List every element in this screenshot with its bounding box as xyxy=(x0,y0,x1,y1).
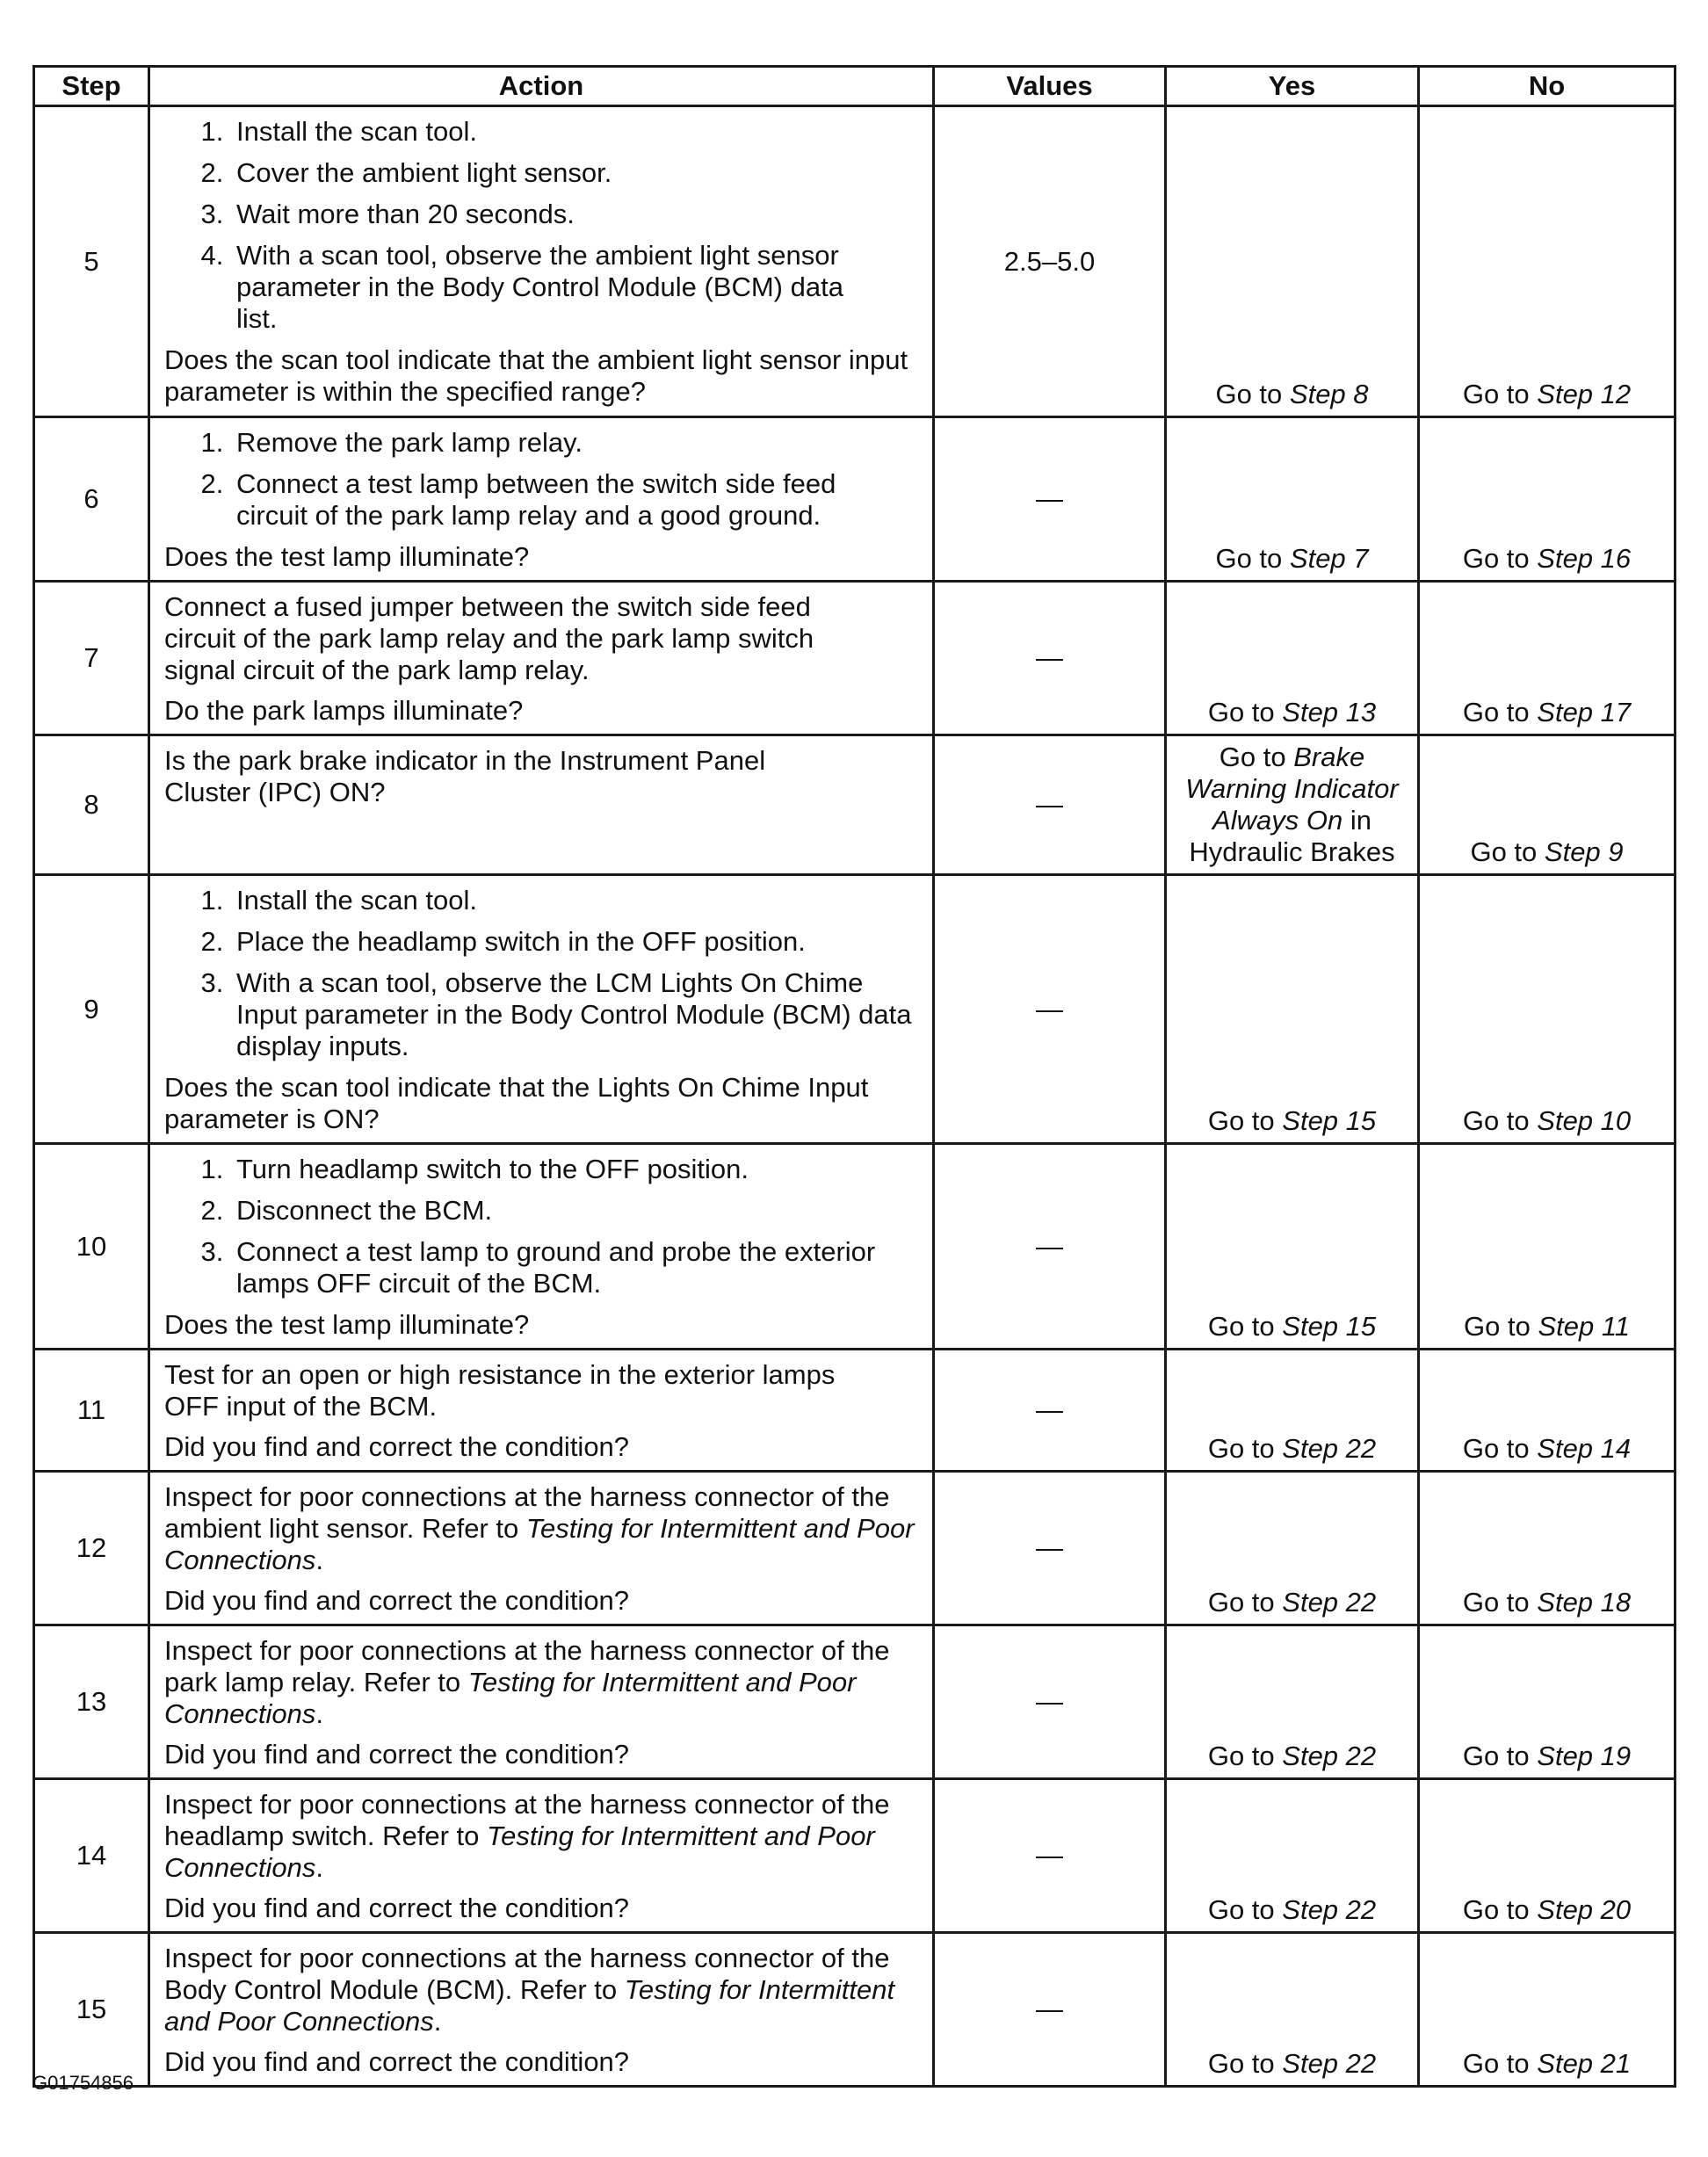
no-cell xyxy=(1419,875,1675,1144)
table-row xyxy=(34,106,1675,417)
table-row xyxy=(34,582,1675,735)
yes-in-text: in xyxy=(1350,805,1371,836)
action-cell xyxy=(149,1472,934,1625)
no-cell xyxy=(1419,1933,1675,2087)
table-row xyxy=(34,1625,1675,1779)
go-to-text: Go to xyxy=(1462,543,1530,574)
step-number: 10 xyxy=(34,1144,149,1350)
action-question: Does the scan tool indicate that the Lights On Chime Input parameter is ON? xyxy=(164,1072,869,1134)
action-text: Inspect for poor connections at the harness connector of the ambient light sensor. Refer to Testing for Intermittent and Poor Connections. xyxy=(164,1481,915,1575)
go-to-text: Go to xyxy=(1463,1311,1531,1342)
go-to-text: Go to xyxy=(1462,379,1530,409)
no-target: Step 11 xyxy=(1538,1311,1631,1342)
value-cell: — xyxy=(934,1933,1166,2087)
header-values: Values xyxy=(934,67,1166,106)
go-to-text: Go to xyxy=(1207,697,1275,727)
yes-target: Step 22 xyxy=(1282,1741,1377,1771)
action-cell xyxy=(149,417,934,582)
no-target: Step 14 xyxy=(1537,1433,1632,1464)
action-item: 1. Install the scan tool. xyxy=(231,885,922,916)
diagnostic-table xyxy=(33,65,1676,2088)
action-question: Do the park lamps illuminate? xyxy=(164,695,524,726)
action-text: Inspect for poor connections at the harness connector of the headlamp switch. Refer to Testing for Intermittent and Poor Connections. xyxy=(164,1789,890,1883)
go-to-text: Go to xyxy=(1207,1894,1275,1925)
action-cell xyxy=(149,1144,934,1350)
header-action: Action xyxy=(149,67,934,106)
action-item: 1. Turn headlamp switch to the OFF position. xyxy=(231,1154,922,1185)
value-cell: — xyxy=(934,1350,1166,1472)
yes-target: Step 22 xyxy=(1282,1587,1377,1618)
action-item: 4. With a scan tool, observe the ambient light sensor parameter in the Body Control Module (BCM) data list. xyxy=(231,240,922,335)
yes-cell xyxy=(1166,1933,1419,2087)
step-number: 5 xyxy=(34,106,149,417)
yes-target: Step 15 xyxy=(1282,1105,1377,1136)
action-item: 2. Connect a test lamp between the switch side feed circuit of the park lamp relay and a good ground. xyxy=(231,468,922,532)
no-cell xyxy=(1419,106,1675,417)
value-cell: — xyxy=(934,582,1166,735)
yes-target: Step 22 xyxy=(1282,2048,1377,2079)
yes-cell xyxy=(1166,1625,1419,1779)
action-cell xyxy=(149,1350,934,1472)
action-cell xyxy=(149,735,934,875)
yes-cell xyxy=(1166,106,1419,417)
no-cell xyxy=(1419,1625,1675,1779)
table-row xyxy=(34,1472,1675,1625)
yes-cell xyxy=(1166,1472,1419,1625)
action-text: Connect a fused jumper between the switch side feed circuit of the park lamp relay and the park lamp switch signal circuit of the park lamp relay. xyxy=(164,591,814,685)
action-text-body: Inspect for poor connections at the harness connector of the park lamp relay. xyxy=(164,1635,890,1697)
action-item: 3. Wait more than 20 seconds. xyxy=(231,199,922,230)
action-text-body: Inspect for poor connections at the harness connector of the ambient light sensor. xyxy=(164,1481,890,1544)
yes-target-suffix: Hydraulic Brakes xyxy=(1189,836,1395,867)
step-number: 6 xyxy=(34,417,149,582)
no-cell xyxy=(1419,1144,1675,1350)
action-list xyxy=(164,427,922,532)
action-text: Is the park brake indicator in the Instrument Panel Cluster (IPC) ON? xyxy=(164,745,766,807)
go-to-text: Go to xyxy=(1219,742,1286,772)
figure-id: G01754856 xyxy=(33,2072,134,2094)
refer-to-text: Refer to xyxy=(363,1667,461,1697)
step-number: 15 xyxy=(34,1933,149,2087)
go-to-text: Go to xyxy=(1462,1105,1530,1136)
table-row xyxy=(34,735,1675,875)
go-to-text: Go to xyxy=(1207,1433,1275,1464)
yes-target: Step 15 xyxy=(1282,1311,1377,1342)
action-cell xyxy=(149,875,934,1144)
go-to-text: Go to xyxy=(1207,2048,1275,2079)
yes-cell xyxy=(1166,875,1419,1144)
no-target: Step 10 xyxy=(1537,1105,1632,1136)
table-row xyxy=(34,1779,1675,1933)
go-to-text: Go to xyxy=(1462,697,1530,727)
go-to-text: Go to xyxy=(1207,1741,1275,1771)
no-target: Step 12 xyxy=(1537,379,1632,409)
yes-cell xyxy=(1166,417,1419,582)
yes-target: Step 22 xyxy=(1282,1433,1377,1464)
action-item: 3. Connect a test lamp to ground and probe the exterior lamps OFF circuit of the BCM. xyxy=(231,1236,922,1299)
no-cell xyxy=(1419,1472,1675,1625)
value-cell: — xyxy=(934,1779,1166,1933)
action-text: Test for an open or high resistance in the exterior lamps OFF input of the BCM. xyxy=(164,1359,836,1422)
no-target: Step 17 xyxy=(1537,697,1632,727)
action-item: 3. With a scan tool, observe the LCM Lights On Chime Input parameter in the Body Control Module (BCM) data display inputs. xyxy=(231,967,922,1062)
yes-target: Brake Warning Indicator Always On xyxy=(1185,742,1399,836)
go-to-text: Go to xyxy=(1462,2048,1530,2079)
reference-link[interactable]: Testing for Intermittent and Poor Connections xyxy=(164,1513,915,1575)
go-to-text: Go to xyxy=(1462,1894,1530,1925)
step-number: 12 xyxy=(34,1472,149,1625)
header-step: Step xyxy=(34,67,149,106)
action-item: 1. Install the scan tool. xyxy=(231,116,922,148)
value-cell: — xyxy=(934,1472,1166,1625)
yes-cell xyxy=(1166,1350,1419,1472)
header-yes: Yes xyxy=(1166,67,1419,106)
yes-cell xyxy=(1166,1144,1419,1350)
step-number: 14 xyxy=(34,1779,149,1933)
action-item: 1. Remove the park lamp relay. xyxy=(231,427,922,459)
refer-to-text: Refer to xyxy=(382,1820,480,1851)
action-cell xyxy=(149,1779,934,1933)
action-question: Does the test lamp illuminate? xyxy=(164,1309,530,1340)
no-cell xyxy=(1419,1350,1675,1472)
header-no: No xyxy=(1419,67,1675,106)
go-to-text: Go to xyxy=(1207,1311,1275,1342)
value-cell: — xyxy=(934,735,1166,875)
no-target: Step 18 xyxy=(1537,1587,1632,1618)
step-number: 11 xyxy=(34,1350,149,1472)
no-target: Step 16 xyxy=(1537,543,1632,574)
action-cell xyxy=(149,582,934,735)
table-row xyxy=(34,875,1675,1144)
yes-cell xyxy=(1166,582,1419,735)
action-list xyxy=(164,885,922,1062)
action-list xyxy=(164,1154,922,1299)
no-cell xyxy=(1419,735,1675,875)
header-row xyxy=(34,67,1675,106)
step-number: 7 xyxy=(34,582,149,735)
action-text: Inspect for poor connections at the harness connector of the Body Control Module (BCM). Refer to Testing for Intermittent and Poor Connections. xyxy=(164,1943,895,2037)
action-text: Inspect for poor connections at the harness connector of the park lamp relay. Refer to Testing for Intermittent and Poor Connections. xyxy=(164,1635,890,1729)
reference-link[interactable]: Testing for Intermittent and Poor Connections xyxy=(164,1820,875,1883)
action-item: 2. Cover the ambient light sensor. xyxy=(231,157,922,189)
refer-to-text: Refer to xyxy=(519,1974,618,2005)
refer-to-text: Refer to xyxy=(421,1513,519,1544)
action-question: Did you find and correct the condition? xyxy=(164,1739,630,1770)
reference-link[interactable]: Testing for Intermittent and Poor Connections xyxy=(164,1974,895,2037)
reference-link[interactable]: Testing for Intermittent and Poor Connections xyxy=(164,1667,857,1729)
action-item: 2. Disconnect the BCM. xyxy=(231,1195,922,1227)
action-cell xyxy=(149,1625,934,1779)
no-target: Step 9 xyxy=(1544,836,1624,867)
value-cell: — xyxy=(934,1144,1166,1350)
no-cell xyxy=(1419,417,1675,582)
table-row xyxy=(34,1350,1675,1472)
action-question: Does the test lamp illuminate? xyxy=(164,541,530,572)
go-to-text: Go to xyxy=(1207,1587,1275,1618)
go-to-text: Go to xyxy=(1207,1105,1275,1136)
yes-cell xyxy=(1166,735,1419,875)
yes-target: Step 8 xyxy=(1289,379,1369,409)
go-to-text: Go to xyxy=(1462,1741,1530,1771)
yes-cell xyxy=(1166,1779,1419,1933)
value-cell: — xyxy=(934,875,1166,1144)
yes-target: Step 7 xyxy=(1289,543,1369,574)
go-to-text: Go to xyxy=(1470,836,1538,867)
step-number: 9 xyxy=(34,875,149,1144)
table-row xyxy=(34,1144,1675,1350)
no-target: Step 21 xyxy=(1537,2048,1632,2079)
action-list xyxy=(164,116,922,335)
action-cell xyxy=(149,1933,934,2087)
no-target: Step 20 xyxy=(1537,1894,1632,1925)
table-row xyxy=(34,1933,1675,2087)
go-to-text: Go to xyxy=(1462,1433,1530,1464)
yes-target: Step 13 xyxy=(1282,697,1377,727)
action-question: Does the scan tool indicate that the ambient light sensor input parameter is within the specified range? xyxy=(164,344,908,407)
action-question: Did you find and correct the condition? xyxy=(164,1431,630,1462)
step-number: 13 xyxy=(34,1625,149,1779)
go-to-text: Go to xyxy=(1462,1587,1530,1618)
no-target: Step 19 xyxy=(1537,1741,1632,1771)
value-cell: — xyxy=(934,417,1166,582)
action-item: 2. Place the headlamp switch in the OFF position. xyxy=(231,926,922,958)
action-text-body: Inspect for poor connections at the harness connector of the Body Control Module (BCM). xyxy=(164,1943,890,2005)
action-question: Did you find and correct the condition? xyxy=(164,2046,630,2077)
go-to-text: Go to xyxy=(1215,543,1283,574)
action-question: Did you find and correct the condition? xyxy=(164,1893,630,1923)
go-to-text: Go to xyxy=(1215,379,1283,409)
yes-target: Step 22 xyxy=(1282,1894,1377,1925)
action-text-body: Inspect for poor connections at the harness connector of the headlamp switch. xyxy=(164,1789,890,1851)
action-cell xyxy=(149,106,934,417)
action-question: Did you find and correct the condition? xyxy=(164,1585,630,1616)
table-row xyxy=(34,417,1675,582)
no-cell xyxy=(1419,582,1675,735)
step-number: 8 xyxy=(34,735,149,875)
value-cell: — xyxy=(934,1625,1166,1779)
value-cell: 2.5–5.0 xyxy=(934,106,1166,417)
no-cell xyxy=(1419,1779,1675,1933)
